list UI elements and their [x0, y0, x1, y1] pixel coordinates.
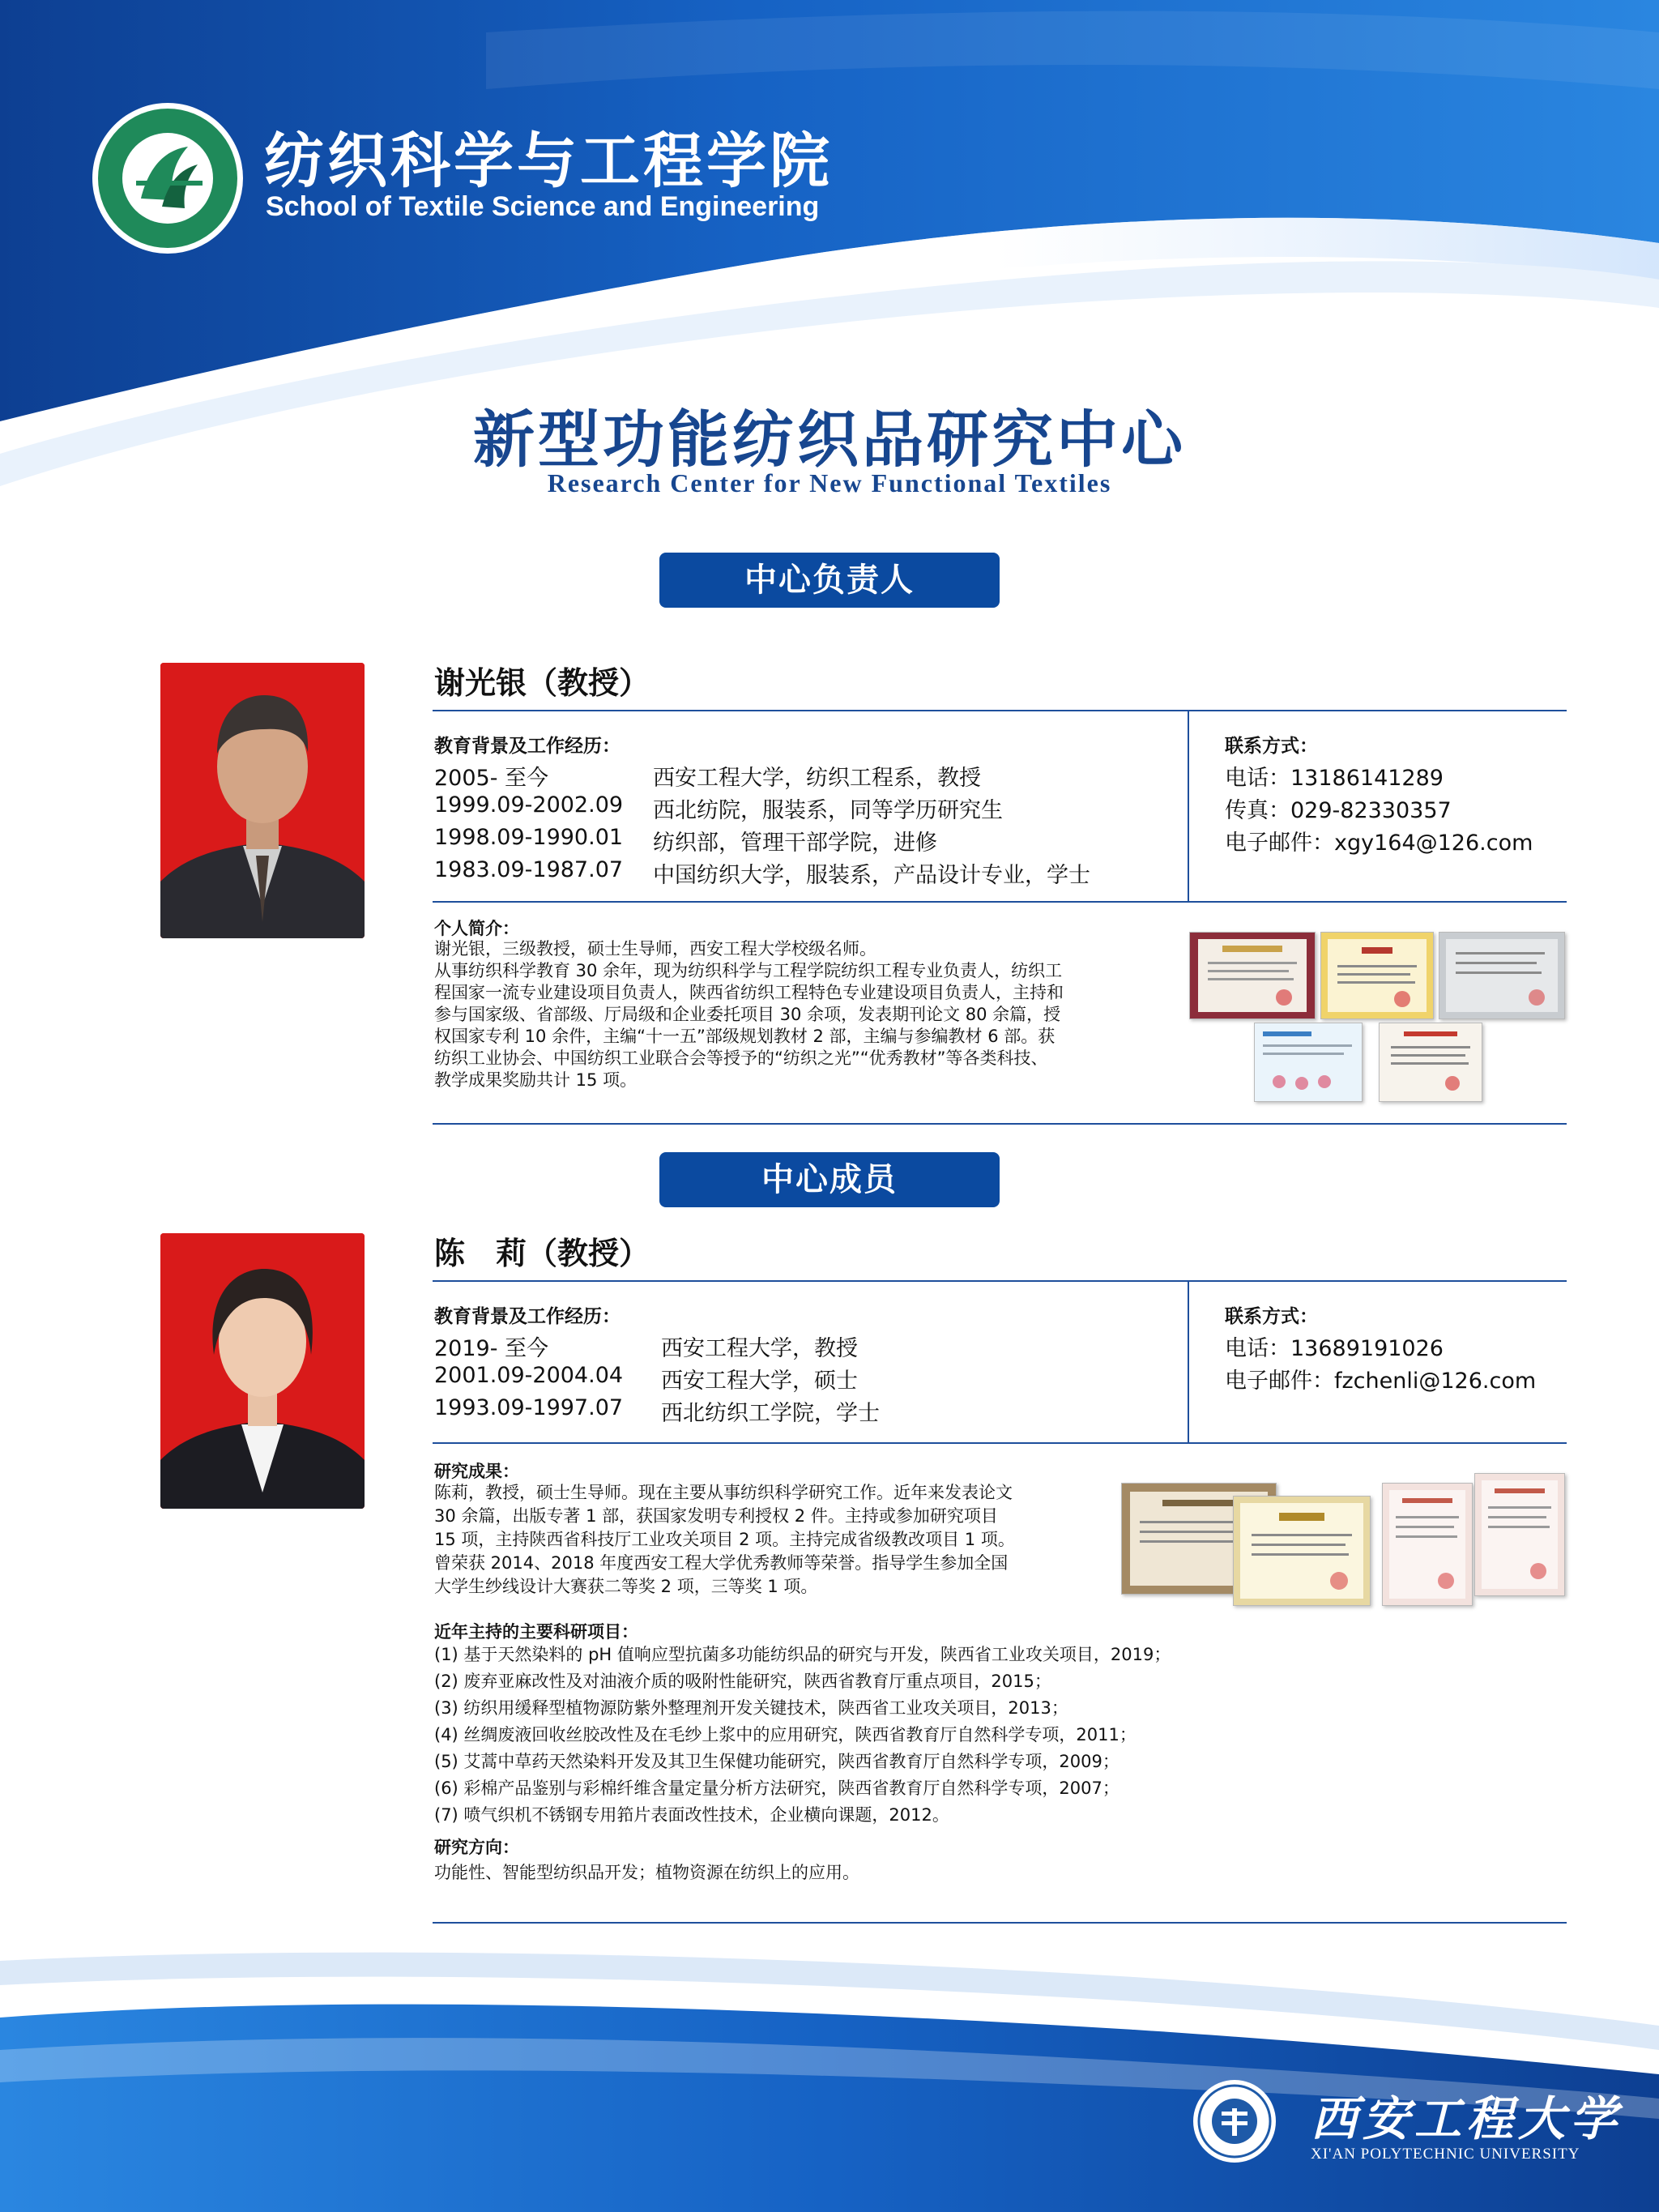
member-name: 陈 莉（教授）	[434, 1236, 650, 1271]
leader-edu-label: 教育背景及工作经历：	[434, 736, 621, 757]
research-line: 30 余篇，出版专著 1 部，获国家发明专利授权 2 件。主持或参加研究项目	[434, 1506, 998, 1526]
member-edu-desc: 西北纺织工学院，学士	[661, 1401, 880, 1426]
member-contact-label: 联系方式：	[1225, 1306, 1318, 1327]
certificate-image	[1233, 1496, 1371, 1606]
project-item: (3) 纺织用缓释型植物源防紫外整理剂开发关键技术，陕西省工业攻关项目，2013；	[434, 1698, 1068, 1718]
leader-photo	[160, 663, 365, 938]
leader-edu-period: 1999.09-2002.09	[434, 792, 624, 818]
school-name-cn: 纺织科学与工程学院	[264, 126, 833, 196]
member-edu-period: 1993.09-1997.07	[434, 1395, 624, 1420]
leader-name: 谢光银（教授）	[434, 665, 650, 701]
project-item: (5) 艾蒿中草药天然染料开发及其卫生保健功能研究，陕西省教育厅自然科学专项，2009；	[434, 1752, 1120, 1771]
certificate-image	[1189, 932, 1316, 1019]
divider	[1188, 1280, 1189, 1444]
school-name-en: School of Textile Science and Engineering	[266, 191, 820, 222]
divider	[433, 901, 1567, 903]
certificate-image	[1474, 1473, 1565, 1596]
member-research	[434, 1481, 1115, 1599]
leader-edu-desc: 中国纺织大学，服装系，产品设计专业，学士	[653, 863, 1090, 888]
member-phone: 电话：13689191026	[1225, 1336, 1444, 1361]
leader-email: 电子邮件：xgy164@126.com	[1225, 831, 1533, 856]
research-line: 15 项，主持陕西省科技厅工业攻关项目 2 项。主持完成省级教改项目 1 项。	[434, 1530, 1015, 1549]
project-item: (1) 基于天然染料的 pH 值响应型抗菌多功能纺织品的研究与开发，陕西省工业攻关项目，2019；	[434, 1645, 1171, 1664]
certificate-image	[1379, 1023, 1482, 1102]
member-direction-label: 研究方向：	[434, 1838, 519, 1857]
bio-line: 参与国家级、省部级、厅局级和企业委托项目 30 余项，发表期刊论文 80 余篇，授	[434, 1005, 1061, 1024]
footer-background	[0, 1928, 1659, 2212]
leader-bio	[434, 938, 1179, 1091]
leader-phone: 电话：13186141289	[1225, 766, 1444, 791]
member-photo	[160, 1233, 365, 1509]
university-name-en: XI'AN POLYTECHNIC UNIVERSITY	[1311, 2146, 1580, 2163]
research-line: 陈莉，教授，硕士生导师。现在主要从事纺织科学研究工作。近年来发表论文	[434, 1483, 1013, 1502]
leader-contact-label: 联系方式：	[1225, 736, 1318, 757]
divider	[433, 1922, 1567, 1924]
member-email: 电子邮件：fzchenli@126.com	[1225, 1369, 1537, 1394]
certificate-image	[1320, 932, 1434, 1019]
bio-line: 纺织工业协会、中国纺织工业联合会等授予的“纺织之光”“优秀教材”等各类科技、	[434, 1048, 1048, 1068]
certificate-image	[1382, 1483, 1473, 1606]
leader-bio-label: 个人简介：	[434, 919, 519, 938]
research-line: 曾荣获 2014、2018 年度西安工程大学优秀教师等荣誉。指导学生参加全国	[434, 1553, 1009, 1573]
university-logo	[1192, 2079, 1277, 2163]
research-line: 大学生纱线设计大赛获二等奖 2 项，三等奖 1 项。	[434, 1577, 818, 1596]
project-item: (7) 喷气织机不锈钢专用筘片表面改性技术，企业横向课题，2012。	[434, 1805, 949, 1825]
member-edu-label: 教育背景及工作经历：	[434, 1306, 621, 1327]
project-item: (4) 丝绸废液回收丝胶改性及在毛纱上浆中的应用研究，陕西省教育厅自然科学专项，2011；	[434, 1725, 1137, 1744]
leader-edu-period: 1998.09-1990.01	[434, 825, 624, 850]
project-item: (6) 彩棉产品鉴别与彩棉纤维含量定量分析方法研究，陕西省教育厅自然科学专项，2007；	[434, 1779, 1120, 1798]
bio-line: 谢光银，三级教授，硕士生导师，西安工程大学校级名师。	[434, 939, 876, 959]
center-title: 新型功能纺织品研究中心	[473, 404, 1186, 476]
member-direction: 功能性、智能型纺织品开发；植物资源在纺织上的应用。	[434, 1863, 859, 1882]
leader-fax: 传真：029-82330357	[1225, 798, 1452, 823]
project-item: (2) 废弃亚麻改性及对油液介质的吸附性能研究，陕西省教育厅重点项目，2015；	[434, 1672, 1051, 1691]
leader-edu-period: 2005- 至今	[434, 766, 549, 791]
divider	[433, 710, 1567, 711]
bio-line: 从事纺织科学教育 30 余年，现为纺织科学与工程学院纺织工程专业负责人，纺织工	[434, 961, 1063, 980]
school-logo	[91, 101, 245, 255]
member-edu-period: 2001.09-2004.04	[434, 1363, 624, 1388]
divider	[433, 1442, 1567, 1444]
divider	[433, 1280, 1567, 1282]
bio-line: 教学成果奖励共计 15 项。	[434, 1070, 638, 1090]
certificate-image	[1254, 1023, 1363, 1102]
leader-edu-desc: 纺织部，管理干部学院，进修	[653, 831, 937, 856]
bio-line: 权国家专利 10 余件，主编“十一五”部级规划教材 2 部，主编与参编教材 6 部。获	[434, 1027, 1056, 1046]
leader-section-banner: 中心负责人	[659, 553, 1000, 608]
leader-edu-desc: 西北纺院，服装系，同等学历研究生	[653, 798, 1003, 823]
member-edu-period: 2019- 至今	[434, 1336, 549, 1361]
leader-edu-period: 1983.09-1987.07	[434, 857, 624, 882]
certificate-image	[1439, 932, 1565, 1019]
bio-line: 程国家一流专业建设项目负责人，陕西省纺织工程特色专业建设项目负责人，主持和	[434, 983, 1064, 1002]
divider	[1188, 710, 1189, 901]
leader-edu-desc: 西安工程大学，纺织工程系，教授	[653, 766, 981, 791]
member-projects	[434, 1642, 1568, 1829]
divider	[433, 1123, 1567, 1125]
member-edu-desc: 西安工程大学，教授	[661, 1336, 858, 1361]
member-projects-label: 近年主持的主要科研项目：	[434, 1622, 638, 1642]
member-research-label: 研究成果：	[434, 1462, 519, 1481]
member-section-banner: 中心成员	[659, 1152, 1000, 1207]
center-subtitle: Research Center for New Functional Textiles	[547, 468, 1112, 497]
member-edu-desc: 西安工程大学，硕士	[661, 1369, 858, 1394]
university-name-cn: 西安工程大学	[1311, 2091, 1623, 2146]
